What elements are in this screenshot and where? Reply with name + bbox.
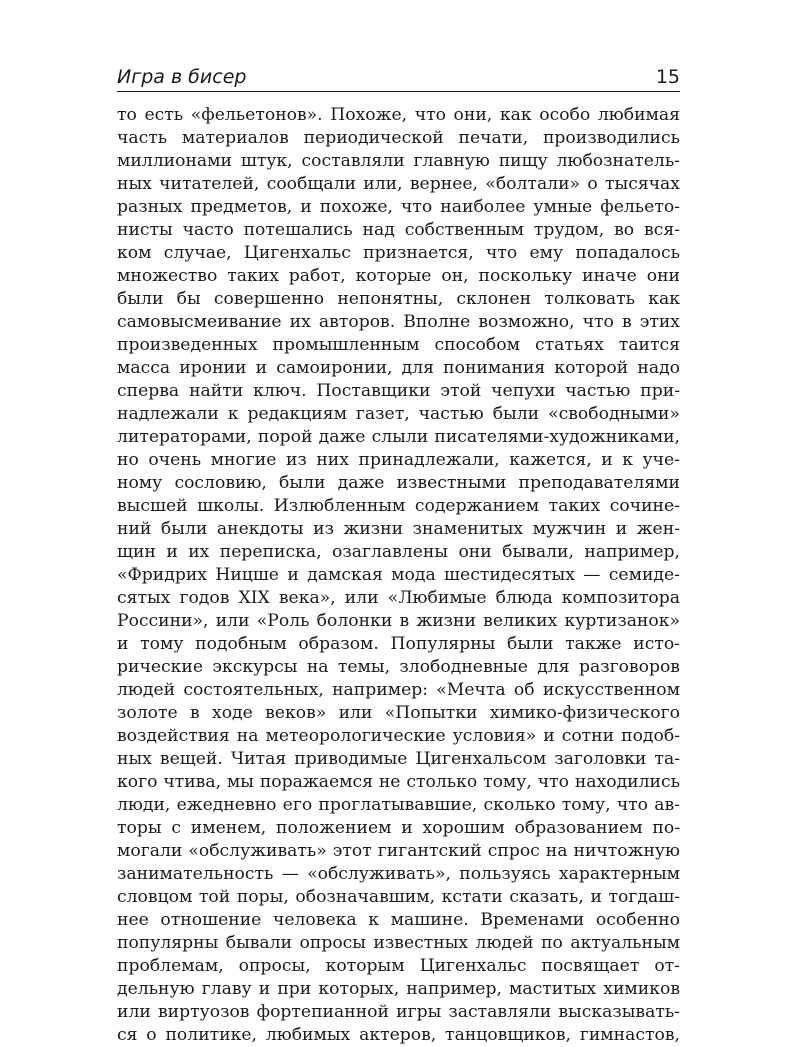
- text-line: воздействия на метеорологические условия» и сотни подоб-: [117, 726, 680, 746]
- text-line: дельную главу и при которых, например, маститых химиков: [117, 979, 680, 999]
- text-line: множество таких работ, которые он, поскольку иначе они: [117, 266, 680, 286]
- text-line: Россини», или «Роль болонки в жизни великих куртизанок»: [117, 611, 680, 631]
- body-text: [117, 104, 680, 1047]
- text-line: и тому подобным образом. Популярны были также исто-: [117, 634, 680, 654]
- text-line: то есть «фельетонов». Похоже, что они, как особо любимая: [117, 105, 680, 125]
- text-line: часть материалов периодической печати, производились: [117, 128, 680, 148]
- text-line: миллионами штук, составляли главную пищу любознатель-: [117, 151, 680, 171]
- text-line: люди, ежедневно его проглатывавшие, сколько тому, что ав-: [117, 795, 680, 815]
- text-line: надлежали к редакциям газет, частью были «свободными»: [117, 404, 680, 424]
- text-line: торы с именем, положением и хорошим образованием по-: [117, 818, 680, 838]
- text-line: ся о политике, любимых актеров, танцовщиков, гимнастов,: [117, 1025, 680, 1045]
- page-number: 15: [655, 66, 680, 88]
- text-line: сятых годов XIX века», или «Любимые блюда композитора: [117, 588, 680, 608]
- text-line: нисты часто потешались над собственным трудом, во вся-: [117, 220, 680, 240]
- text-line: произведенных промышленным способом статьях таится: [117, 335, 680, 355]
- text-line: но очень многие из них принадлежали, кажется, и к уче-: [117, 450, 680, 470]
- text-line: высшей школы. Излюбленным содержанием таких сочине-: [117, 496, 680, 516]
- text-line: золоте в ходе веков» или «Попытки химико-физического: [117, 703, 680, 723]
- text-line: ний были анекдоты из жизни знаменитых мужчин и жен-: [117, 519, 680, 539]
- text-line: проблемам, опросы, которым Цигенхальс посвящает от-: [117, 956, 680, 976]
- running-title: Игра в бисер: [117, 66, 247, 88]
- text-line: словцом той поры, обозначавшим, кстати сказать, и тогдаш-: [117, 887, 680, 907]
- text-line: масса иронии и самоиронии, для понимания которой надо: [117, 358, 680, 378]
- text-line: ных читателей, сообщали или, вернее, «болтали» о тысячах: [117, 174, 680, 194]
- text-line: ком случае, Цигенхальс признается, что ему попадалось: [117, 243, 680, 263]
- text-line: щин и их переписка, озаглавлены они бывали, например,: [117, 542, 680, 562]
- text-line: людей состоятельных, например: «Мечта об искусственном: [117, 680, 680, 700]
- header-rule: [117, 91, 680, 92]
- text-line: нее отношение человека к машине. Временами особенно: [117, 910, 680, 930]
- text-line: литераторами, порой даже слыли писателями-художниками,: [117, 427, 680, 447]
- page-header: [117, 64, 680, 90]
- text-line: были бы совершенно непонятны, склонен толковать как: [117, 289, 680, 309]
- text-line: самовысмеивание их авторов. Вполне возможно, что в этих: [117, 312, 680, 332]
- text-line: ному сословию, были даже известными преподавателями: [117, 473, 680, 493]
- text-line: занимательность — «обслуживать», пользуясь характерным: [117, 864, 680, 884]
- text-line: «Фридрих Ницше и дамская мода шестидесятых — семиде-: [117, 565, 680, 585]
- text-line: сперва найти ключ. Поставщики этой чепухи частью при-: [117, 381, 680, 401]
- text-line: популярны бывали опросы известных людей по актуальным: [117, 933, 680, 953]
- text-line: или виртуозов фортепианной игры заставляли высказывать-: [117, 1002, 680, 1022]
- text-line: ных вещей. Читая приводимые Цигенхальсом заголовки та-: [117, 749, 680, 769]
- text-line: рические экскурсы на темы, злободневные для разговоров: [117, 657, 680, 677]
- text-line: кого чтива, мы поражаемся не столько тому, что находились: [117, 772, 680, 792]
- text-line: могали «обслуживать» этот гигантский спрос на ничтожную: [117, 841, 680, 861]
- text-line: разных предметов, и похоже, что наиболее умные фельето-: [117, 197, 680, 217]
